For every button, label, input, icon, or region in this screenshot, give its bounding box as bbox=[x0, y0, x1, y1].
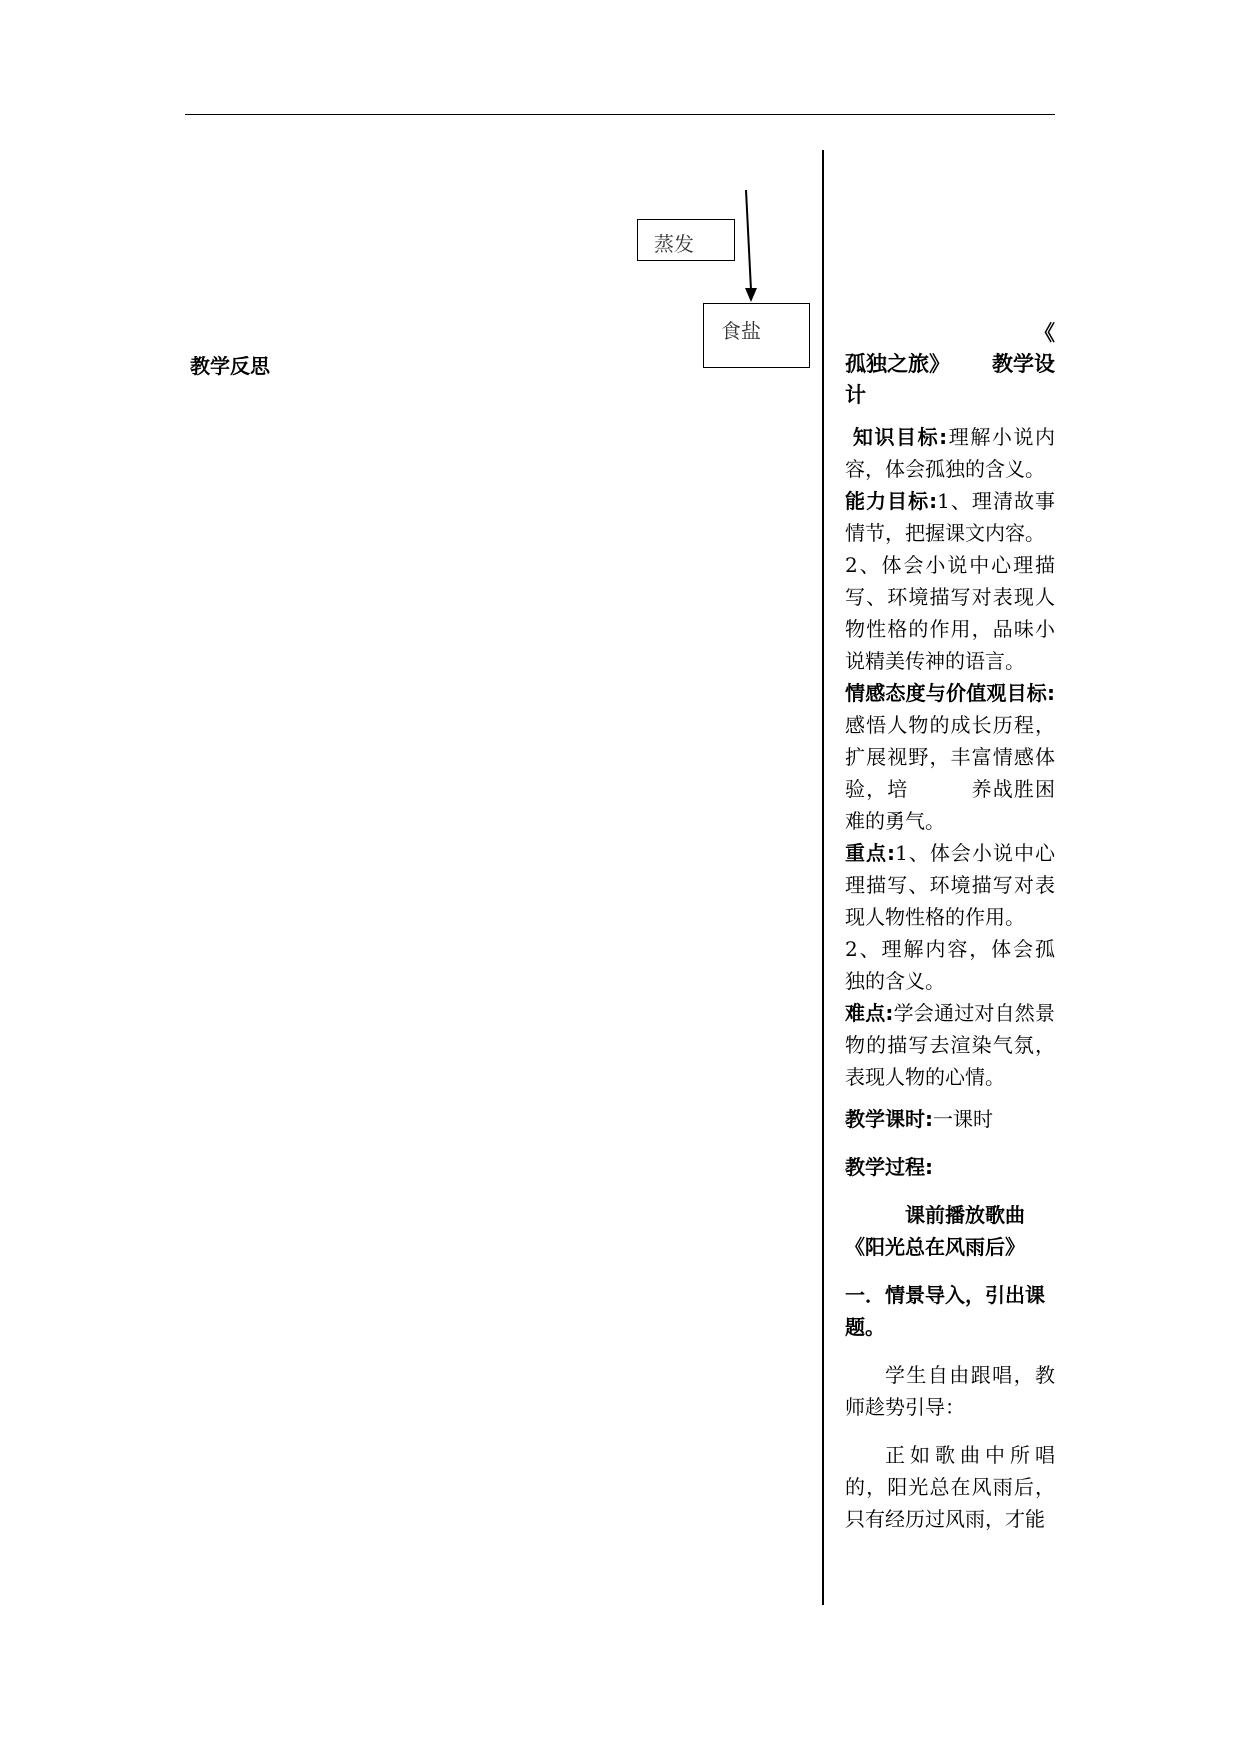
hours-label: 教学课时: bbox=[845, 1107, 933, 1131]
key-point-2: 2、理解内容，体会孤独的含义。 bbox=[845, 937, 1055, 993]
ability-goal-2: 2、体会小说中心理描写、环境描写对表现人物性格的作用，品味小说精美传神的语言。 bbox=[845, 553, 1055, 673]
knowledge-text: 理解小说内容，体会孤独的含义。 bbox=[845, 425, 1056, 481]
title-design: 教学设 bbox=[992, 352, 1055, 376]
key-text-1: 1、体会小说中心理描写、环境描写对表现人物性格的作用。 bbox=[845, 841, 1055, 929]
evaporate-label: 蒸发 bbox=[654, 232, 694, 256]
salt-label: 食盐 bbox=[721, 319, 761, 343]
process-label: 教学过程: bbox=[845, 1155, 933, 1179]
difficulty-label: 难点: bbox=[845, 1001, 894, 1025]
title-open-quote: 《 bbox=[1034, 321, 1055, 345]
salt-box bbox=[703, 303, 810, 368]
paragraph-2: 正如歌曲中所唱的，阳光总在风雨后，只有经历过风雨，才能 bbox=[845, 1443, 1055, 1531]
lesson-plan-column bbox=[845, 318, 1055, 1535]
flow-arrow bbox=[740, 190, 770, 305]
teaching-hours bbox=[845, 1103, 1055, 1135]
column-divider bbox=[822, 150, 824, 1605]
emotion-goal bbox=[845, 677, 1055, 837]
emotion-label: 情感态度与价值观目标: bbox=[845, 681, 1055, 705]
difficulty-text: 学会通过对自然景物的描写去渲染气氛，表现人物的心情。 bbox=[845, 1001, 1056, 1089]
emotion-text: 感悟人物的成长历程，扩展视野，丰富情感体验，培 养战胜困难的勇气。 bbox=[845, 713, 1055, 833]
difficulty-point bbox=[845, 997, 1055, 1093]
section-1-heading: 一．情景导入，引出课题。 bbox=[845, 1283, 1045, 1339]
title-end: 计 bbox=[845, 383, 866, 407]
ability-text-1: 1、理清故事情节，把握课文内容。 bbox=[845, 489, 1055, 545]
title-name: 孤独之旅》 bbox=[845, 352, 950, 376]
reflection-label: 教学反思 bbox=[190, 354, 270, 378]
key-label: 重点: bbox=[845, 841, 896, 865]
key-point bbox=[845, 837, 1055, 933]
prelude: 课前播放歌曲《阳光总在风雨后》 bbox=[845, 1203, 1025, 1259]
lesson-title bbox=[845, 318, 1055, 411]
header-rule bbox=[185, 114, 1055, 115]
ability-label: 能力目标: bbox=[845, 489, 938, 513]
knowledge-label: 知识目标: bbox=[852, 425, 948, 449]
evaporate-box bbox=[637, 219, 735, 261]
paragraph-1: 学生自由跟唱，教师趁势引导： bbox=[845, 1363, 1055, 1419]
ability-goal bbox=[845, 485, 1055, 549]
knowledge-goal bbox=[845, 421, 1055, 485]
hours-text: 一课时 bbox=[933, 1107, 993, 1131]
